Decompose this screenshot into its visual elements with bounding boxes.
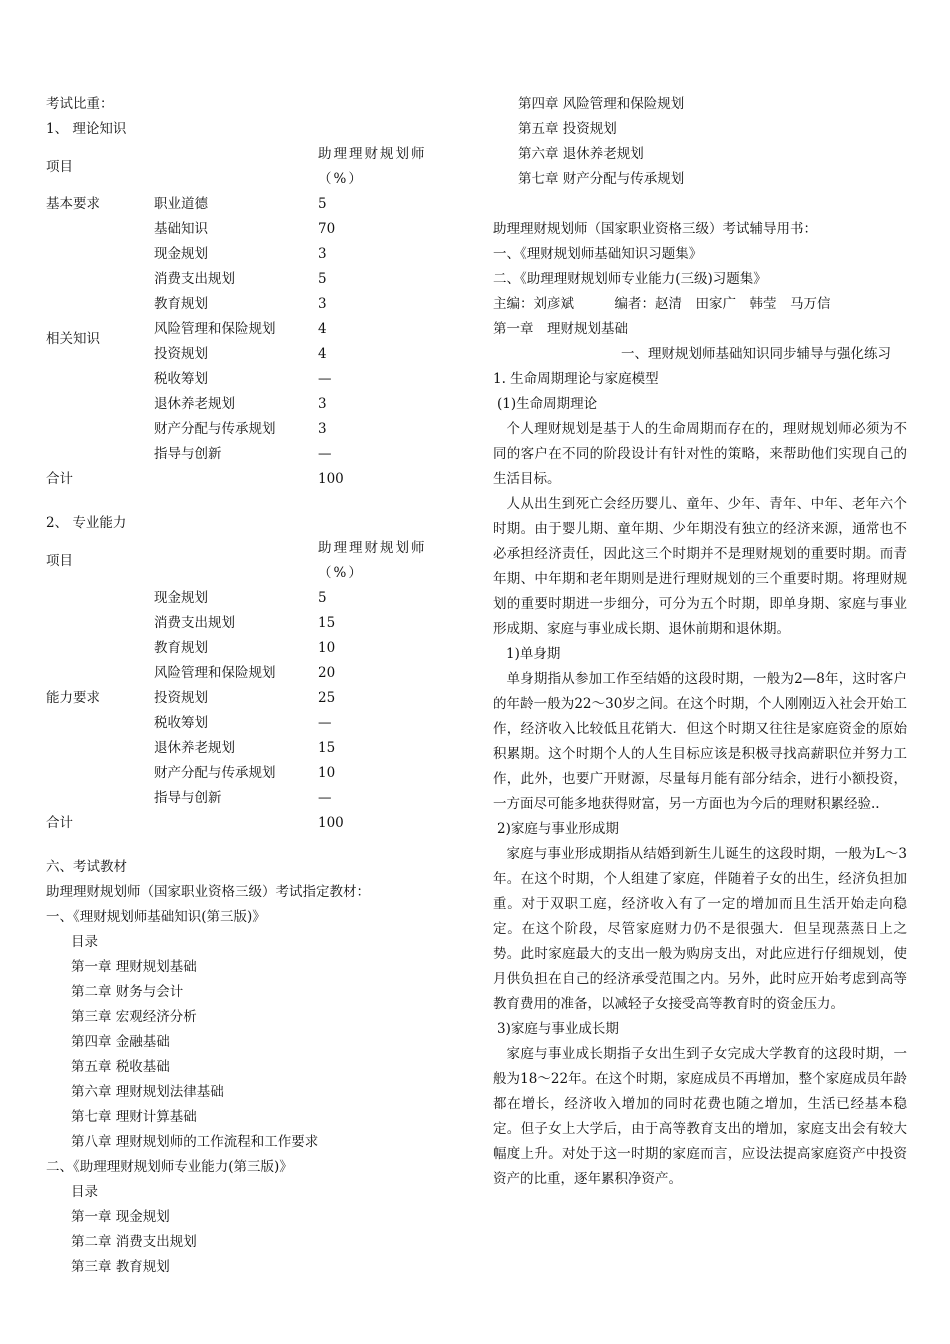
header-item: 项目 xyxy=(46,158,73,175)
group-related: 相关知识 xyxy=(46,330,100,347)
table-row: 税收筹划 — xyxy=(154,371,332,387)
topic1-title: 1. 生命周期理论与家庭模型 xyxy=(493,371,659,387)
theory-weight-table xyxy=(46,142,438,492)
stage-title: 3)家庭与事业成长期 xyxy=(497,1021,619,1037)
header-role: 助理理财规划师 （%） xyxy=(318,146,427,187)
sync-title: 一、理财规划师基础知识同步辅导与强化练习 xyxy=(621,346,891,362)
table-row: 相关知识 现金规划 3 xyxy=(46,242,438,267)
table-row: 指导与创新 — xyxy=(154,790,332,806)
table-row: 风险管理和保险规划 20 xyxy=(154,665,336,681)
table-row: 退休养老规划 3 xyxy=(154,396,327,412)
stage-title: 1)单身期 xyxy=(506,646,561,662)
book2-toc: 目录 xyxy=(71,1184,98,1200)
left-column xyxy=(46,92,446,1280)
group-basic: 基本要求 xyxy=(46,196,100,212)
paragraph: 家庭与事业成长期指子女出生到子女完成大学教育的这段时期，一般为18～22年。在这个时期，家庭成员不再增加，整个家庭成员年龄都在增长，经济收入增加的同时花费也随之增加，生活已经基本稳定。但子女上大学后，由于高等教育支出的增加，家庭支出会有较大幅度上升。对处于这一时期的家庭而言，应设法提高家庭资产中投资资产的比重，逐年累积净资产。 xyxy=(493,1046,907,1187)
table-row: 基本要求 职业道德 5 xyxy=(46,192,438,217)
list-item: 第六章 理财规划法律基础 xyxy=(71,1084,224,1100)
table-row: 基础知识 70 xyxy=(154,221,336,237)
list-item: 第二章 消费支出规划 xyxy=(71,1234,197,1250)
table-row: 教育规划 3 xyxy=(154,296,327,312)
table-row: 财产分配与传承规划 10 xyxy=(154,765,336,781)
table-row: 投资规划 25 xyxy=(154,690,336,706)
list-item: 第二章 财务与会计 xyxy=(71,984,184,1000)
book2-title: 二、《助理理财规划师专业能力(第三版)》 xyxy=(46,1159,293,1175)
table-total-row: 合计 100 xyxy=(46,471,344,487)
table-row: 退休养老规划 15 xyxy=(154,740,336,756)
section-theory-title: 1、 理论知识 xyxy=(46,121,127,137)
stage-title: 2)家庭与事业形成期 xyxy=(497,821,619,837)
paragraph: 单身期指从参加工作至结婚的这段时期，一般为2—8年，这时客户的年龄一般为22～30岁之间。在这个时期，个人刚刚迈入社会开始工作，经济收入比较低且花销大．但这个时期又往往是家庭资金的原始积累期。这个时期个人的人生目标应该是积极寻找高薪职位并努力工作，此外，也要广开财源，尽量每月能有部分结余，进行小额投资，一方面尽可能多地获得财富，另一方面也为今后的理财积累经验.. xyxy=(493,671,907,812)
table-header-row xyxy=(46,536,438,586)
header-item: 项目 xyxy=(46,552,73,569)
table-row: 投资规划 4 xyxy=(154,346,327,362)
list-item: 第五章 税收基础 xyxy=(71,1059,170,1075)
table-row: 消费支出规划 15 xyxy=(154,615,336,631)
list-item: 第七章 财产分配与传承规划 xyxy=(518,171,685,187)
exam-weight-heading: 考试比重： xyxy=(46,96,114,112)
paragraph: 家庭与事业形成期指从结婚到新生儿诞生的这段时期，一般为L～3年。在这个时期，个人组建了家庭，伴随着子女的出生，经济负担加重。对于双职工庭，经济收入有了一定的增加而且生活开始走向稳定。在这个阶段，尽管家庭财力仍不是很强大．但呈现蒸蒸日上之势。此时家庭最大的支出一般为购房支出，对此应进行仔细规划，使月供负担在自己的经济承受范围之内。另外，此时应开始考虑到高等教育费用的准备，以减轻子女接受高等教育时的资金压力。 xyxy=(493,846,907,1012)
list-item: 第四章 金融基础 xyxy=(71,1034,170,1050)
guide-item-1: 一、《理财规划师基础知识习题集》 xyxy=(493,246,703,262)
guide-item-2: 二、《助理理财规划师专业能力(三级)习题集》 xyxy=(493,271,767,287)
table-row: 消费支出规划 5 xyxy=(154,271,327,287)
textbook-title: 六、考试教材 xyxy=(46,859,127,875)
editors-line: 主编：刘彦斌 编者：赵清 田家广 韩莹 马万信 xyxy=(493,296,831,312)
right-column xyxy=(493,92,907,1192)
textbook-intro: 助理理财规划师（国家职业资格三级）考试指定教材： xyxy=(46,884,370,900)
list-item: 第三章 教育规划 xyxy=(71,1259,170,1275)
list-item: 第八章 理财规划师的工作流程和工作要求 xyxy=(71,1134,319,1150)
list-item: 第五章 投资规划 xyxy=(518,121,617,137)
list-item: 第三章 宏观经济分析 xyxy=(71,1009,197,1025)
list-item: 第六章 退休养老规划 xyxy=(518,146,644,162)
topic1-subtitle: (1)生命周期理论 xyxy=(497,396,598,412)
table-row: 风险管理和保险规划 4 xyxy=(154,321,327,337)
paragraph: 个人理财规划是基于人的生命周期而存在的，理财规划师必须为不同的客户在不同的阶段设计有针对性的策略，来帮助他们实现自己的生活目标。 xyxy=(493,421,907,487)
ability-weight-table xyxy=(46,536,438,836)
book1-toc: 目录 xyxy=(71,934,98,950)
section-ability-title: 2、 专业能力 xyxy=(46,515,127,531)
list-item: 第四章 风险管理和保险规划 xyxy=(518,96,685,112)
paragraph: 人从出生到死亡会经历婴儿、童年、少年、青年、中年、老年六个时期。由于婴儿期、童年期、少年期没有独立的经济来源，通常也不必承担经济责任，因此这三个时期并不是理财规划的重要时期。而青年期、中年期和老年期则是进行理财规划的三个重要时期。将理财规划的重要时期进一步细分，可分为五个时期，即单身期、家庭与事业形成期、家庭与事业成长期、退休前期和退休期。 xyxy=(493,496,907,637)
table-total-row: 合计 100 xyxy=(46,815,344,831)
list-item: 第一章 理财规划基础 xyxy=(71,959,197,975)
chapter1-title: 第一章 理财规划基础 xyxy=(493,321,628,337)
table-header-row xyxy=(46,142,438,192)
table-row: 税收筹划 — xyxy=(154,715,332,731)
table-row: 财产分配与传承规划 3 xyxy=(154,421,327,437)
table-row: 能力要求 现金规划 5 xyxy=(46,586,438,611)
group-ability: 能力要求 xyxy=(46,690,100,706)
table-row: 指导与创新 — xyxy=(154,446,332,462)
list-item: 第一章 现金规划 xyxy=(71,1209,170,1225)
header-role: 助理理财规划师 （%） xyxy=(318,540,427,581)
list-item: 第七章 理财计算基础 xyxy=(71,1109,197,1125)
guide-title: 助理理财规划师（国家职业资格三级）考试辅导用书： xyxy=(493,221,817,237)
book1-title: 一、《理财规划师基础知识(第三版)》 xyxy=(46,909,266,925)
table-row: 教育规划 10 xyxy=(154,640,336,656)
